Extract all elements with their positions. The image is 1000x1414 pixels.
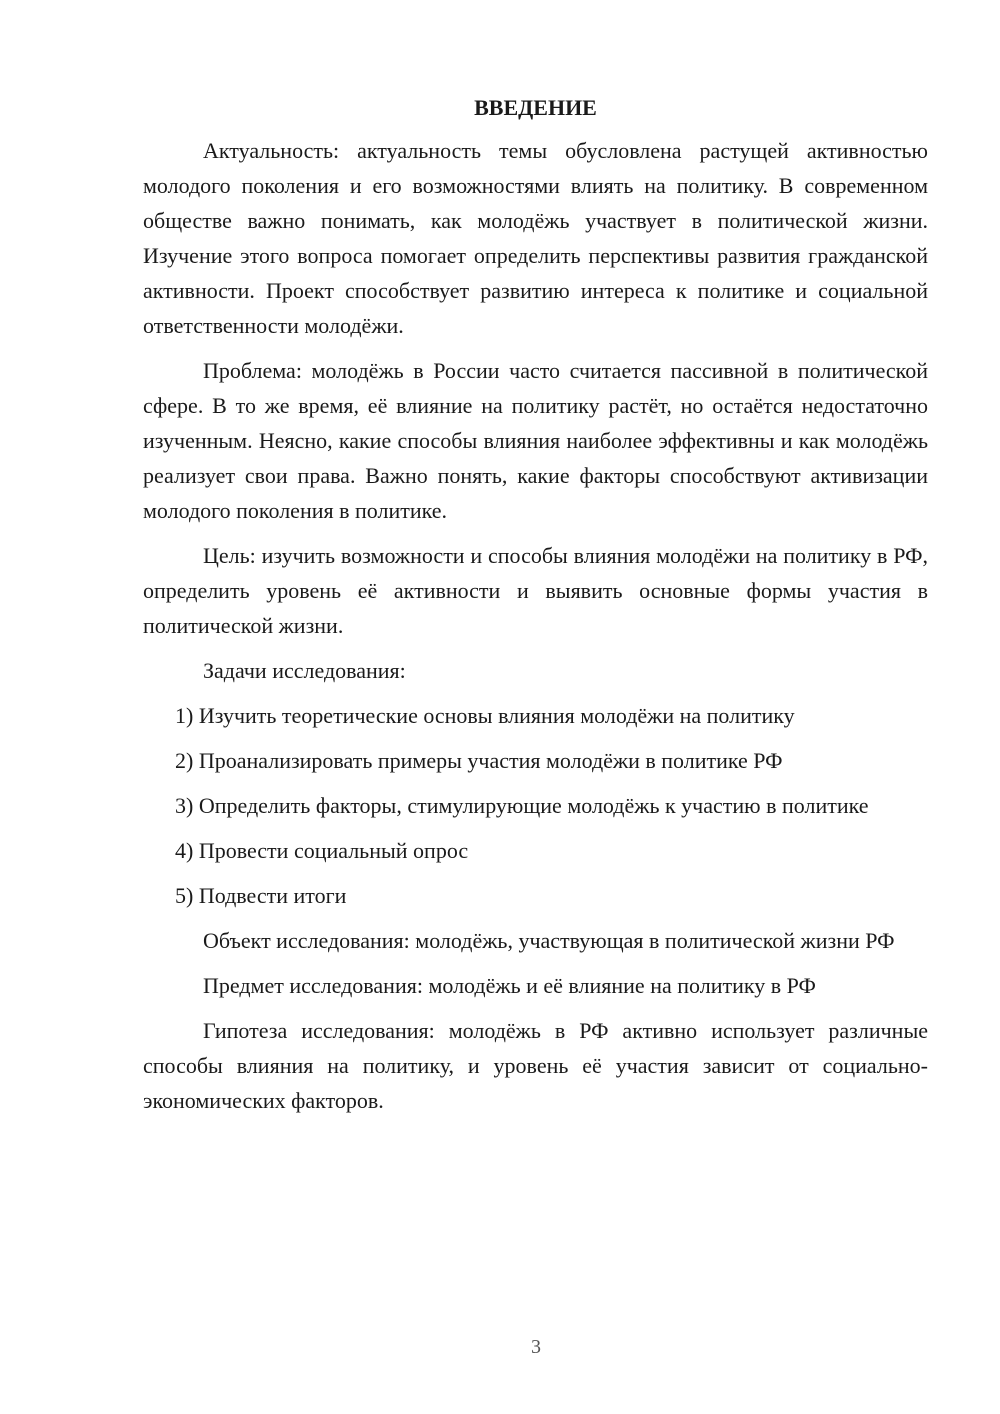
- paragraph-object: Объект исследования: молодёжь, участвующая в политической жизни РФ: [203, 928, 895, 953]
- task-item: 2) Проанализировать примеры участия молодёжи в политике РФ: [175, 748, 783, 773]
- paragraph-problem: Проблема: молодёжь в России часто считается пассивной в политической сфере. В то же время, её влияние на политику растёт, но остаётся недостаточно изученным. Неясно, какие способы влияния наиболее эффективны и как молодёжь реализует свои права. Важно понять, какие факторы способствуют активизации молодого поколения в политике.: [143, 358, 928, 523]
- task-item: 5) Подвести итоги: [175, 883, 347, 908]
- paragraph-goal: Цель: изучить возможности и способы влияния молодёжи на политику в РФ, определить уровень её активности и выявить основные формы участия в политической жизни.: [143, 543, 928, 638]
- paragraph-hypothesis: Гипотеза исследования: молодёжь в РФ активно использует различные способы влияния на политику, и уровень её участия зависит от социально-экономических факторов.: [143, 1018, 928, 1113]
- section-title: ВВЕДЕНИЕ: [474, 95, 597, 120]
- tasks-heading: Задачи исследования:: [203, 658, 406, 683]
- document-page: [143, 90, 928, 1128]
- task-item: 4) Провести социальный опрос: [175, 838, 469, 863]
- page-number: 3: [531, 1336, 541, 1358]
- paragraph-subject: Предмет исследования: молодёжь и её влияние на политику в РФ: [203, 973, 816, 998]
- task-item: 1) Изучить теоретические основы влияния молодёжи на политику: [175, 703, 795, 728]
- paragraph-relevance: Актуальность: актуальность темы обусловлена растущей активностью молодого поколения и его возможностями влиять на политику. В современном обществе важно понимать, как молодёжь участвует в политической жизни. Изучение этого вопроса помогает определить перспективы развития гражданской активности. Проект способствует развитию интереса к политике и социальной ответственности молодёжи.: [143, 138, 928, 338]
- task-item: 3) Определить факторы, стимулирующие молодёжь к участию в политике: [175, 793, 869, 818]
